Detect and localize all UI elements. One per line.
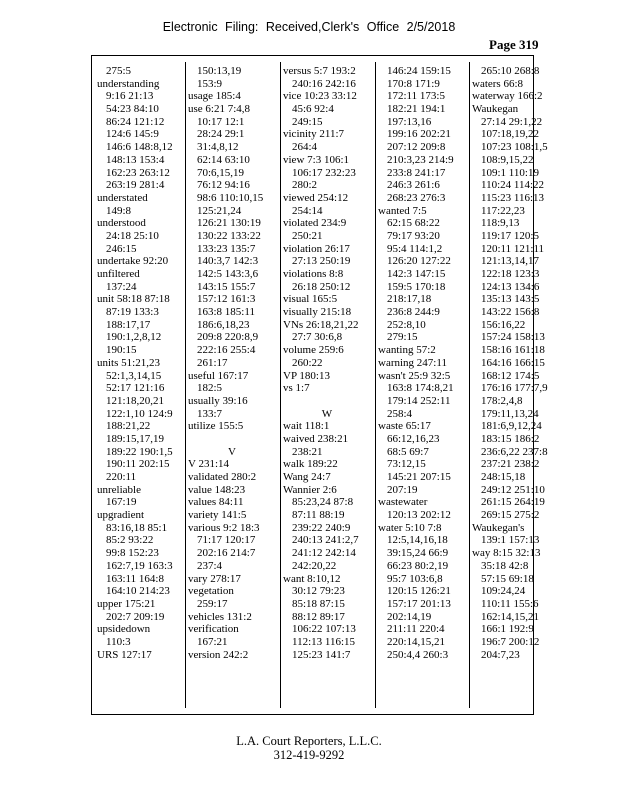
index-page-refs: 207:19	[387, 483, 418, 496]
index-page-refs: 190:15	[106, 344, 137, 357]
index-page-refs: 238:21	[292, 445, 323, 458]
index-page-refs: 249:12 251:10	[481, 483, 545, 496]
index-page-refs: 241:12 242:14	[292, 547, 356, 560]
index-page-refs: 86:24 121:12	[106, 115, 165, 128]
index-page-refs: 83:16,18 85:1	[106, 521, 168, 534]
index-page-refs: 9:16 21:13	[106, 90, 154, 103]
column-divider	[375, 62, 376, 708]
index-page-refs: 24:18 25:10	[106, 229, 159, 242]
index-page-refs: 240:13 241:2,7	[292, 534, 359, 547]
index-page-refs: 143:15 155:7	[197, 280, 256, 293]
index-page-refs: 79:17 93:20	[387, 229, 440, 242]
index-entry: use 6:21 7:4,8	[188, 103, 251, 116]
index-entry: units 51:21,23	[97, 356, 160, 369]
index-page-refs: 190:1,2,8,12	[106, 331, 162, 344]
index-entry: validated 280:2	[188, 471, 257, 483]
index-entry: walk 189:22	[283, 458, 338, 471]
index-page-refs: 121:13,14,17	[481, 255, 540, 268]
index-entry: vary 278:17	[188, 572, 241, 585]
index-page-refs: 182:21 194:1	[387, 103, 446, 116]
index-page-refs: 68:5 69:7	[387, 445, 429, 458]
index-page-refs: 176:16 177:7,9	[481, 382, 548, 395]
index-page-refs: 211:11 220:4	[387, 623, 445, 636]
index-entry: upgradient	[97, 509, 145, 522]
index-page-refs: 190:11 202:15	[106, 458, 170, 471]
index-entry: unreliable	[97, 483, 141, 496]
index-page-refs: 259:17	[197, 597, 228, 610]
index-page-refs: 110:3	[106, 635, 131, 648]
index-page-refs: 162:14,15,21	[481, 610, 540, 623]
index-page-refs: 163:11 164:8	[106, 572, 164, 585]
index-entry: volume 259:6	[283, 344, 344, 357]
index-page-refs: 121:18,20,21	[106, 394, 165, 407]
index-page-refs: 26:18 250:12	[292, 280, 351, 293]
index-entry: vs 1:7	[283, 382, 310, 395]
index-page-refs: 126:21 130:19	[197, 217, 261, 230]
index-entry: URS 127:17	[97, 648, 152, 661]
index-page-refs: 125:21,24	[197, 204, 242, 217]
index-page-refs: 117:22,23	[481, 204, 525, 217]
index-entry: versus 5:7 193:2	[283, 65, 356, 77]
index-entry: warning 247:11	[378, 356, 447, 369]
index-entry: waste 65:17	[378, 420, 431, 433]
index-entry: violated 234:9	[283, 217, 347, 230]
index-page-refs: 181:6,9,12,24	[481, 420, 542, 433]
index-page-refs: 120:15 126:21	[387, 585, 451, 598]
index-page-refs: 39:15,24 66:9	[387, 547, 449, 560]
index-page-refs: 112:13 116:15	[292, 635, 356, 648]
index-entry: Waukegan's	[472, 521, 525, 534]
index-column-1	[97, 65, 181, 661]
footer	[0, 734, 618, 762]
index-page-refs: 254:14	[292, 204, 323, 217]
index-page-refs: 233:8 241:17	[387, 166, 446, 179]
index-page-refs: 57:15 69:18	[481, 572, 534, 585]
index-entry: vicinity 211:7	[283, 128, 345, 141]
index-page-refs: 87:19 133:3	[106, 306, 159, 319]
index-page-refs: 95:4 114:1,2	[387, 242, 443, 255]
index-entry: vice 10:23 33:12	[283, 90, 357, 103]
index-entry: VNs 26:18,21,22	[283, 318, 359, 331]
index-page-refs: 239:22 240:9	[292, 521, 351, 534]
index-page-refs: 119:17 120:5	[481, 229, 539, 242]
index-entry: usage 185:4	[188, 90, 241, 103]
index-entry: various 9:2 18:3	[188, 521, 260, 534]
index-entry: utilize 155:5	[188, 420, 244, 433]
index-entry: unfiltered	[97, 268, 140, 280]
index-page-refs: 110:11 155:6	[481, 597, 539, 610]
index-entry: values 84:11	[188, 496, 244, 509]
index-page-refs: 163:8 174:8,21	[387, 382, 454, 395]
index-page-refs: 146:6 148:8,12	[106, 141, 173, 154]
index-page-refs: 120:13 202:12	[387, 509, 451, 522]
index-column-3	[283, 65, 371, 661]
index-entry: wanted 7:5	[378, 204, 427, 217]
footer-phone: 312-419-9292	[273, 748, 345, 762]
page-number: Page 319	[489, 37, 539, 52]
index-page-refs: 150:13,19	[197, 65, 242, 77]
index-page-refs: 62:14 63:10	[197, 153, 250, 166]
index-page-refs: 95:7 103:6,8	[387, 572, 443, 585]
index-page-refs: 188:21,22	[106, 420, 151, 433]
index-page-refs: 85:23,24 87:8	[292, 496, 354, 509]
index-page-refs: 120:11 121:11	[481, 242, 545, 255]
index-page-refs: 109:24,24	[481, 585, 526, 598]
index-page-refs: 250:4,4 260:3	[387, 648, 449, 661]
index-page-refs: 202:14,19	[387, 610, 432, 623]
index-page-refs: 199:16 202:21	[387, 128, 451, 141]
index-page-refs: 140:3,7 142:3	[197, 255, 259, 268]
index-page-refs: 246:3 261:6	[387, 179, 440, 192]
index-page-refs: 204:7,23	[481, 648, 520, 661]
index-page-refs: 168:12 174:5	[481, 369, 540, 382]
index-page-refs: 170:8 171:9	[387, 77, 440, 90]
index-entry: understood	[97, 217, 146, 230]
index-entry: upsidedown	[97, 623, 151, 636]
index-page-refs: 183:15 186:2	[481, 432, 540, 445]
index-column-2	[188, 65, 276, 661]
index-page-refs: 178:2,4,8	[481, 394, 523, 407]
index-entry: version 242:2	[188, 648, 249, 661]
index-entry: way 8:15 32:13	[472, 547, 541, 560]
index-page-refs: 27:13 250:19	[292, 255, 351, 268]
index-page-refs: 265:10 268:8	[481, 65, 540, 77]
index-page-refs: 108:9,15,22	[481, 153, 534, 166]
index-entry: Wang 24:7	[283, 471, 331, 483]
index-page-refs: 146:24 159:15	[387, 65, 451, 77]
index-page-refs: 236:6,22 237:8	[481, 445, 548, 458]
index-page-refs: 124:6 145:9	[106, 128, 159, 141]
index-page-refs: 210:3,23 214:9	[387, 153, 454, 166]
index-page-refs: 52:17 121:16	[106, 382, 165, 395]
index-page-refs: 107:23 108:1,5	[481, 141, 548, 154]
index-entry: violations 8:8	[283, 268, 344, 280]
index-page-refs: 71:17 120:17	[197, 534, 256, 547]
index-page-refs: 142:5 143:3,6	[197, 268, 259, 280]
index-page-refs: 167:19	[106, 496, 137, 509]
index-entry: waters 66:8	[472, 77, 524, 90]
index-page-refs: 137:24	[106, 280, 137, 293]
index-column-5	[472, 65, 548, 661]
index-entry: wastewater	[378, 496, 428, 509]
section-letter: V	[228, 445, 236, 458]
index-page-refs: 125:23 141:7	[292, 648, 351, 661]
index-page-refs: 248:15,18	[481, 471, 526, 483]
index-entry: understanding	[97, 77, 160, 90]
index-page-refs: 280:2	[292, 179, 318, 192]
index-page-refs: 158:16 161:18	[481, 344, 545, 357]
index-page-refs: 252:8,10	[387, 318, 426, 331]
index-page-refs: 145:21 207:15	[387, 471, 451, 483]
index-entry: wasn't 25:9 32:5	[378, 369, 451, 382]
index-page-refs: 115:23 116:13	[481, 191, 545, 204]
index-entry: water 5:10 7:8	[378, 521, 442, 534]
index-page-refs: 156:16,22	[481, 318, 526, 331]
index-page-refs: 218:17,18	[387, 293, 432, 306]
index-entry: visually 215:18	[283, 306, 352, 319]
index-page-refs: 149:8	[106, 204, 132, 217]
index-entry: want 8:10,12	[283, 572, 341, 585]
index-entry: useful 167:17	[188, 369, 249, 382]
index-page-refs: 54:23 84:10	[106, 103, 159, 116]
index-page-refs: 122:1,10 124:9	[106, 407, 173, 420]
index-page-refs: 196:7 200:12	[481, 635, 540, 648]
index-page-refs: 76:12 94:16	[197, 179, 250, 192]
column-divider	[280, 62, 281, 708]
index-page-refs: 87:11 88:19	[292, 509, 345, 522]
index-page-refs: 66:23 80:2,19	[387, 559, 449, 572]
index-page-refs: 263:19 281:4	[106, 179, 165, 192]
index-page-refs: 197:13,16	[387, 115, 432, 128]
index-entry: variety 141:5	[188, 509, 247, 522]
index-page-refs: 162:23 263:12	[106, 166, 170, 179]
index-page-refs: 162:7,19 163:3	[106, 559, 173, 572]
index-page-refs: 164:16 166:15	[481, 356, 545, 369]
index-entry: waterway 166:2	[472, 90, 543, 103]
index-page-refs: 202:7 209:19	[106, 610, 165, 623]
index-page-refs: 35:18 42:8	[481, 559, 529, 572]
index-page-refs: 28:24 29:1	[197, 128, 245, 141]
index-entry: Waukegan	[472, 103, 519, 116]
column-divider	[469, 62, 470, 708]
index-page-refs: 202:16 214:7	[197, 547, 256, 560]
index-entry: wanting 57:2	[378, 344, 436, 357]
index-entry: V 231:14	[188, 458, 230, 471]
index-entry: verification	[188, 623, 239, 636]
index-page-refs: 98:6 110:10,15	[197, 191, 264, 204]
index-entry: view 7:3 106:1	[283, 153, 349, 166]
index-entry: Wannier 2:6	[283, 483, 337, 496]
index-page-refs: 166:1 192:9	[481, 623, 534, 636]
index-page-refs: 220:14,15,21	[387, 635, 446, 648]
index-entry: undertake 92:20	[97, 255, 169, 268]
index-page-refs: 275:5	[106, 65, 132, 77]
index-page-refs: 142:3 147:15	[387, 268, 446, 280]
filing-header: Electronic Filing: Received,Clerk's Office 2/5/2018	[162, 20, 456, 34]
index-page-refs: 30:12 79:23	[292, 585, 345, 598]
index-page-refs: 182:5	[197, 382, 223, 395]
index-entry: viewed 254:12	[283, 191, 349, 204]
index-frame	[91, 55, 548, 715]
index-page-refs: 109:1 110:19	[481, 166, 539, 179]
index-page-refs: 258:4	[387, 407, 413, 420]
index-page-refs: 126:20 127:22	[387, 255, 451, 268]
index-page-refs: 130:22 133:22	[197, 229, 261, 242]
index-entry: wait 118:1	[283, 420, 330, 433]
index-page-refs: 133:23 135:7	[197, 242, 256, 255]
index-page-refs: 124:13 134:6	[481, 280, 540, 293]
index-page-refs: 153:9	[197, 77, 223, 90]
index-page-refs: 186:6,18,23	[197, 318, 250, 331]
index-page-refs: 73:12,15	[387, 458, 426, 471]
index-page-refs: 148:13 153:4	[106, 153, 165, 166]
index-page-refs: 12:5,14,16,18	[387, 534, 448, 547]
index-page-refs: 62:15 68:22	[387, 217, 440, 230]
index-entry: vehicles 131:2	[188, 610, 252, 623]
index-page-refs: 157:17 201:13	[387, 597, 451, 610]
index-page-refs: 70:6,15,19	[197, 166, 245, 179]
index-page-refs: 85:18 87:15	[292, 597, 345, 610]
index-page-refs: 27:7 30:6,8	[292, 331, 343, 344]
index-page-refs: 110:24 114:22	[481, 179, 545, 192]
index-page-refs: 246:15	[106, 242, 137, 255]
index-entry: usually 39:16	[188, 394, 248, 407]
index-page-refs: 207:12 209:8	[387, 141, 446, 154]
index-page-refs: 179:11,13,24	[481, 407, 539, 420]
index-page-refs: 88:12 89:17	[292, 610, 345, 623]
footer-company: L.A. Court Reporters, L.L.C.	[236, 734, 382, 748]
index-page-refs: 237:21 238:2	[481, 458, 540, 471]
index-page-refs: 118:9,13	[481, 217, 520, 230]
index-entry: violation 26:17	[283, 242, 350, 255]
index-page-refs: 139:1 157:13	[481, 534, 540, 547]
index-page-refs: 189:15,17,19	[106, 432, 165, 445]
index-entry	[283, 395, 371, 408]
index-page-refs: 106:17 232:23	[292, 166, 356, 179]
index-page-refs: 31:4,8,12	[197, 141, 239, 154]
index-entry: value 148:23	[188, 483, 246, 496]
index-page-refs: 157:24 158:13	[481, 331, 545, 344]
section-letter: W	[321, 407, 333, 420]
index-page-refs: 143:22 156:8	[481, 306, 540, 319]
index-page-refs: 249:15	[292, 115, 323, 128]
index-page-refs: 66:12,16,23	[387, 432, 440, 445]
index-page-refs: 222:16 255:4	[197, 344, 256, 357]
index-page-refs: 135:13 143:5	[481, 293, 540, 306]
index-page-refs: 260:22	[292, 356, 323, 369]
index-entry: waived 238:21	[283, 432, 349, 445]
index-page-refs: 167:21	[197, 635, 228, 648]
index-page-refs: 45:6 92:4	[292, 103, 334, 116]
index-entry: upper 175:21	[97, 597, 156, 610]
index-page-refs: 242:20,22	[292, 559, 337, 572]
index-entry: unit 58:18 87:18	[97, 293, 170, 306]
index-page-refs: 236:8 244:9	[387, 306, 440, 319]
index-page-refs: 99:8 152:23	[106, 547, 159, 560]
index-page-refs: 172:11 173:5	[387, 90, 445, 103]
index-page-refs: 27:14 29:1,22	[481, 115, 543, 128]
index-page-refs: 220:11	[106, 471, 137, 483]
index-entry: visual 165:5	[283, 293, 338, 306]
index-page-refs: 159:5 170:18	[387, 280, 446, 293]
index-page-refs: 250:21	[292, 229, 323, 242]
index-entry: understated	[97, 191, 148, 204]
index-entry	[188, 433, 276, 446]
index-page-refs: 122:18 123:3	[481, 268, 540, 280]
index-page-refs: 279:15	[387, 331, 418, 344]
index-page-refs: 209:8 220:8,9	[197, 331, 259, 344]
index-page-refs: 107:18,19,22	[481, 128, 540, 141]
index-page-refs: 269:15 275:2	[481, 509, 540, 522]
index-page-refs: 52:1,3,14,15	[106, 369, 162, 382]
index-page-refs: 106:22 107:13	[292, 623, 356, 636]
index-page-refs: 268:23 276:3	[387, 191, 446, 204]
index-page-refs: 85:2 93:22	[106, 534, 154, 547]
index-page-refs: 240:16 242:16	[292, 77, 356, 90]
column-divider	[185, 62, 186, 708]
index-entry: vegetation	[188, 585, 234, 598]
index-page-refs: 157:12 161:3	[197, 293, 256, 306]
index-entry: VP 180:13	[283, 369, 330, 382]
index-page-refs: 10:17 12:1	[197, 115, 245, 128]
index-page-refs: 179:14 252:11	[387, 394, 451, 407]
index-page-refs: 188:17,17	[106, 318, 151, 331]
index-page-refs: 163:8 185:11	[197, 306, 255, 319]
index-page-refs: 164:10 214:23	[106, 585, 170, 598]
index-page-refs: 264:4	[292, 141, 318, 154]
index-page-refs: 261:17	[197, 356, 228, 369]
index-page-refs: 133:7	[197, 407, 223, 420]
index-column-4	[378, 65, 466, 661]
index-page-refs: 189:22 190:1,5	[106, 445, 173, 458]
index-page-refs: 261:15 264:19	[481, 496, 545, 509]
index-page-refs: 237:4	[197, 559, 223, 572]
